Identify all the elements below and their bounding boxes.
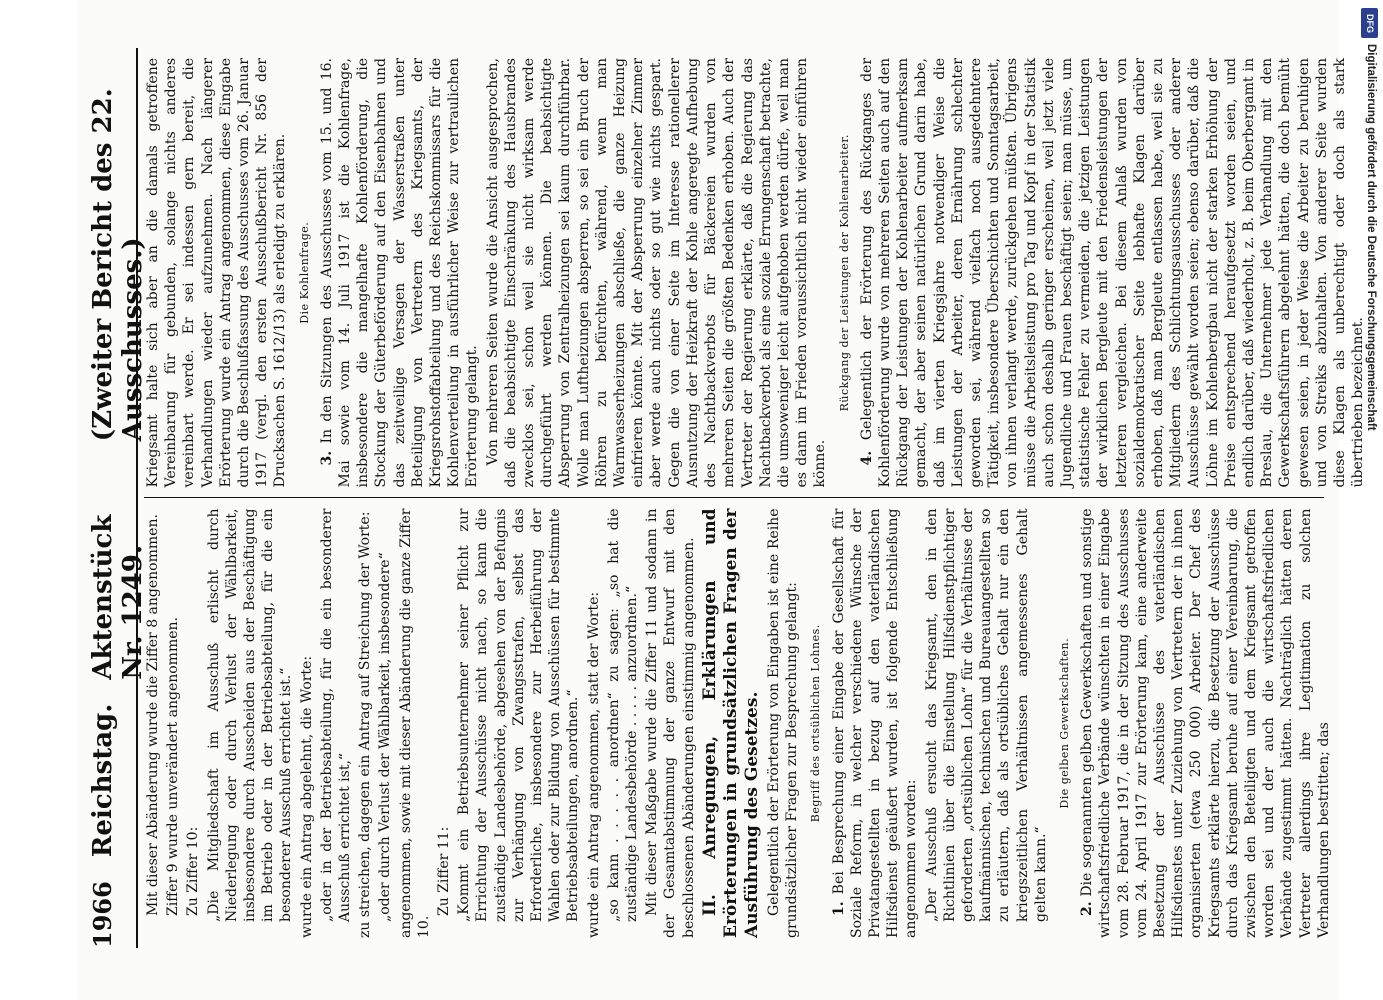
paragraph xyxy=(858,58,1368,488)
quotation: „Die Mitgliedschaft im Ausschuß erlischt durch Niederlegung oder durch Verlust der Wählbarkeit, insbesondere durch Ausscheiden aus der Beschäftigung im Betrieb oder in der Betriebsabteilung, für die ein besonderer Ausschuß errichtet ist.“ xyxy=(205,508,295,922)
paragraph: Kriegsamt halte sich aber an die damals getroffene Vereinbarung für gebunden, solange nichts anderes vereinbart werde. Er sei indessen gern bereit, die Verhandlungen wieder aufzunehmen. Nach längerer Erörterung wurde ein Antrag angenommen, diese Eingabe durch die Beschlußfassung des Ausschusses vom 26. Januar 1917 (vergl. den ersten Ausschußbericht Nr. 856 der Drucksachen S. 1612/13) als erledigt zu erklären. xyxy=(145,58,289,488)
subheading: Rückgang der Leistungen der Kohlenarbeiter. xyxy=(837,134,851,412)
subheading: Begriff des ortsüblichen Lohnes. xyxy=(809,624,823,823)
dfg-logo: DFG xyxy=(1361,8,1378,38)
section-heading: II. Anregungen, Erklärungen und Erörterungen in grundsätzlichen Fragen der Ausführung des Gesetzes. xyxy=(699,508,762,938)
item-text: Gelegentlich der Erörterung des Rückganges der Kohlenförderung wurde von mehreren Seiten auch auf den Rückgang der Leistungen der Kohlenarbeiter aufmerksam gemacht, der aber seinen natürlichen Grund darin habe, daß im vierten Kriegsjahre notwendiger Weise die Leistungen der Arbeiter, deren Ernährung schlechter geworden sei, während vielfach noch ausgedehntere Tätigkeit, insbesondere Überschichten und Sonntagsarbeit, von ihnen verlangt werde, zurückgehen müßten. Übrigens müsse die Arbeitsleistung pro Tag und Kopf in der Statistik auch schon deshalb geringer erscheinen, weil jetzt viele Jugendliche und Frauen beschäftigt seien; man müsse, um statistische Fehler zu vermeiden, die jetzigen Leistungen der wirklichen Bergleute mit den Friedensleistungen der letzteren vergleichen. Bei diesem Anlaß wurden von sozialdemokratischer Seite lebhafte Klagen darüber erhoben, daß man Bergleute entlassen habe, weil sie zu Mitgliedern des Schlichtungsausschusses oder anderer Ausschüsse gewählt worden seien; ebenso darüber, daß die Löhne im Kohlenbergbau nicht der starken Erhöhung der Preise entsprechend heraufgesetzt worden seien, und endlich darüber, daß wiederholt, z. B. beim Oberbergamt in Breslau, die Unternehmer jede Verhandlung mit den Gewerkschaftsführern abgelehnt hätten, die doch bemüht gewesen seien, in jeder Weise die Arbeiter zu beruhigen und von Streiks abzuhalten. Von anderer Seite wurden diese Klagen als unberechtigt oder doch als stark übertrieben bezeichnet. xyxy=(858,57,1367,488)
paragraph: Zu Ziffer 11: xyxy=(436,826,453,916)
credit-text: Digitalisierung gefördert durch die Deutsche Forschungsgemeinschaft xyxy=(1365,44,1377,431)
quotation: „Der Ausschuß ersucht das Kriegsamt, den in den Richtlinien über die Einstellung Hilfsdienstpflichtiger geforderten „ortsüblichen Lohn“ für die Verhältnisse der kaufmännischen, technischen und Bureauangestellten so zu erläutern, daß als ortsübliches Gehalt nur ein den kriegszeitlichen Verhältnissen angemessenes Gehalt gelten kann.“ xyxy=(923,508,1049,922)
quotation: „Kommt ein Betriebsunternehmer seiner Pflicht zur Errichtung der Ausschüsse nicht nach, so kann die zuständige Landesbehörde, abgesehen von der Befugnis zur Verhängung von Zwangsstrafen, selbst das Erforderliche, insbesondere zur Herbeiführung der Wahlen oder zur Bildung von Ausschüssen für bestimmte Betriebsabteilungen, anordnen.“ xyxy=(456,508,582,922)
item-text: Die sogenannten gelben Gewerkschaften und sonstige wirtschaftsfriedliche Verbände wünschten in einer Eingabe vom 28. Februar 1917, die in der Sitzung des Ausschusses vom 24. April 1917 zur Erörterung kam, eine anderweite Besetzung der Ausschüsse des vaterländischen Hilfsdienstes unter Zuziehung von Vertretern der in ihnen organisierten (etwa 250 000) Arbeiter. Der Chef des Kriegsamts erklärte hierzu, die Besetzung der Ausschüsse durch das Kriegsamt beruhe auf einer Vereinbarung, die zwischen den Beteiligten und dem Kriegsamt getroffen worden sei und der auch die wirtschaftsfriedlichen Verbände zugestimmt hätten. Nachträglich hätten deren Vertreter allerdings ihre Legitimation zu solchen Verhandlungen bestritten; das xyxy=(1079,508,1332,938)
paragraph: wurde ein Antrag abgelehnt, die Worte: xyxy=(298,655,315,938)
paragraph: Gelegentlich der Erörterung von Eingaben ist eine Reihe grundsätzlicher Fragen zur Besprechung gelangt: xyxy=(765,508,801,938)
paragraph: wurde ein Antrag angenommen, statt der Worte: xyxy=(585,591,602,938)
page-number: 1966 xyxy=(88,881,117,948)
scanned-page xyxy=(78,0,1367,1000)
paragraph: zu streichen, dagegen ein Antrag auf Streichung der Worte: xyxy=(357,511,374,938)
subheading: Die Kohlenfrage. xyxy=(297,221,311,324)
paragraph: angenommen, sowie mit dieser Abänderung die ganze Ziffer 10. xyxy=(397,508,432,938)
paragraph: Zu Ziffer 10: xyxy=(185,826,202,916)
page-header xyxy=(88,48,148,948)
digitization-credit xyxy=(1359,8,1381,988)
item-text: Bei Besprechung einer Eingabe der Gesellschaft für Soziale Reform, in welcher verschiedene Wünsche der Privatangestellten in bezug auf den vaterländischen Hilfsdienst geäußert wurden, ist folgende Entschließung angenommen worden: xyxy=(830,508,920,938)
quotation: „oder in der Betriebsabteilung, für die ein besonderer Ausschuß errichtet ist,“ xyxy=(318,508,354,922)
item-number: 2. xyxy=(1079,901,1096,916)
paragraph: Ziffer 9 wurde unverändert angenommen. xyxy=(165,617,182,916)
header-right-title: (Zweiter Bericht des 22. Ausschusses.) xyxy=(88,88,148,442)
subheading: Die gelben Gewerkschaften. xyxy=(1057,637,1071,809)
quotation: „so kann . . . . . anordnen“ zu sagen: „so hat die zuständige Landesbehörde . . . . . anzuordnen.“ xyxy=(605,508,641,922)
paragraph xyxy=(318,58,482,488)
paragraph xyxy=(1078,509,1333,939)
paragraph: Mit dieser Abänderung wurde die Ziffer 8 angenommen. xyxy=(145,514,161,916)
quotation: „oder durch Verlust der Wählbarkeit, insbesondere“ xyxy=(377,552,394,922)
item-number: 4. xyxy=(858,450,875,466)
item-text: In den Sitzungen des Ausschusses vom 15. und 16. Mai sowie vom 14. Juli 1917 ist die Kohlenfrage, insbesondere die mangelhafte Kohlenförderung, die Stockung der Güterbeförderung auf den Eisenbahnen und das zeitweilige Versagen der Wasserstraßen unter Beteiligung von Vertretern des Kriegsamts, der Kriegsrohstoffabteilung und des Reichskommissars für die Kohlenverteilung in ausführlicher Weise zur vertraulichen Erörterung gelangt. xyxy=(318,58,481,488)
right-column xyxy=(144,48,1367,499)
item-number: 1. xyxy=(830,901,847,916)
paragraph: Von mehreren Seiten wurde die Ansicht ausgesprochen, daß die beabsichtigte Einschränkung des Hausbrandes zwecklos sei, schon weil sie nicht wirksam werde durchgeführt werden können. Die beabsichtigte Absperrung von Zentralheizungen sei kaum durchführbar. Wolle man Luftheizungen absperren, so sei ein Bruch der Röhren zu befürchten, während, wenn man Warmwasserheizungen abschließe, die ganze Heizung einfrieren könnte. Mit der Absperrung einzelner Zimmer aber werde auch nichts oder so gut wie nichts gespart. Gegen die von einer Seite im Interesse rationellerer Ausnutzung der Heizkraft der Kohle angeregte Aufhebung des Nachtbackverbots für Bäckereien wurden von mehreren Seiten die größten Bedenken erhoben. Auch der Vertreter der Regierung erklärte, daß die Regierung das Nachtbackverbot als eine soziale Errungenschaft betrachte, die umsoweniger leicht aufgehoben werden dürfe, weil man es dann im Frieden voraussichtlich nicht wieder einführen könne. xyxy=(484,58,829,488)
header-middle-title: Aktenstück Nr. 1249. xyxy=(88,514,148,680)
item-number: 3. xyxy=(318,450,335,466)
header-left-title: Reichstag. xyxy=(88,703,118,858)
left-column xyxy=(144,499,1332,949)
text-columns xyxy=(144,48,1367,948)
paragraph xyxy=(830,509,921,939)
rotated-sheet xyxy=(88,48,1367,948)
paragraph: Mit dieser Maßgabe wurde die Ziffer 11 und sodann in der Gesamtabstimmung der ganze Entwurf mit den beschlossenen Abänderungen einstimmig angenommen. xyxy=(644,508,697,938)
